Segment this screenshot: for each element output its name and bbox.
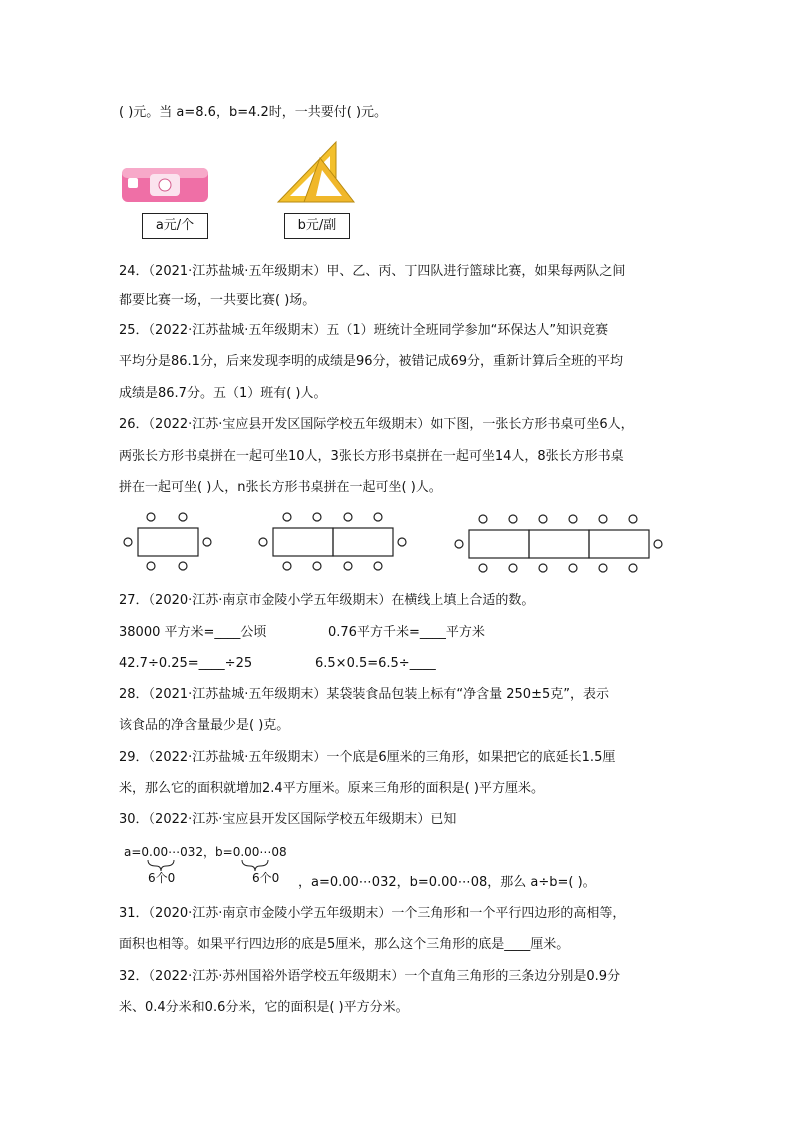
q30-formula: a=0.00⋯032，b=0.00⋯08 xyxy=(124,845,287,859)
q25-line3: 成绩是86.7分。五（1）班有( )人。 xyxy=(119,386,327,401)
q28-line1: 28．（2021·江苏盐城·五年级期末）某袋装食品包装上标有“净含量 250±5克”，表示 xyxy=(119,687,609,702)
q26-line1: 26．（2022·江苏·宝应县开发区国际学校五年级期末）如下图，一张长方形书桌可坐6人， xyxy=(119,417,634,432)
q29-line1: 29．（2022·江苏盐城·五年级期末）一个底是6厘米的三角形，如果把它的底延长1.5厘 xyxy=(119,750,616,765)
q31-line1: 31．（2020·江苏·南京市金陵小学五年级期末）一个三角形和一个平行四边形的高相等， xyxy=(119,906,626,921)
label-b: b元/副 xyxy=(284,213,350,239)
brace-a-label: 6个0 xyxy=(148,871,176,885)
q23-text: ( )元。当 a=8.6，b=4.2时，一共要付( )元。 xyxy=(119,105,388,120)
q30-line1: 30．（2022·江苏·宝应县开发区国际学校五年级期末）已知 xyxy=(119,812,457,827)
q26-line3: 拼在一起可坐( )人，n张长方形书桌拼在一起可坐( )人。 xyxy=(119,480,442,495)
q27-d: 6.5×0.5=6.5÷____ xyxy=(315,656,436,671)
q25-line2: 平均分是86.1分，后来发现李明的成绩是96分，被错记成69分，重新计算后全班的平均 xyxy=(119,354,624,369)
triangle-ruler-image xyxy=(276,138,356,204)
q27-c: 42.7÷0.25=____÷25 xyxy=(119,656,253,671)
q27-line1: 27．（2020·江苏·南京市金陵小学五年级期末）在横线上填上合适的数。 xyxy=(119,593,535,608)
q27-a: 38000 平方米=____公顷 xyxy=(119,625,267,640)
q24-line2: 都要比赛一场，一共要比赛( )场。 xyxy=(119,293,316,308)
q32-line2: 米、0.4分米和0.6分米，它的面积是( )平方分米。 xyxy=(119,1000,409,1015)
q27-b: 0.76平方千米=____平方米 xyxy=(328,625,485,640)
q32-line1: 32．（2022·江苏·苏州国裕外语学校五年级期末）一个直角三角形的三条边分别是0.9分 xyxy=(119,969,621,984)
label-a: a元/个 xyxy=(142,213,208,239)
pencil-box-image xyxy=(120,160,210,205)
q26-line2: 两张长方形书桌拼在一起可坐10人，3张长方形书桌拼在一起可坐14人，8张长方形书桌 xyxy=(119,449,624,464)
q31-line2: 面积也相等。如果平行四边形的底是5厘米，那么这个三角形的底是____厘米。 xyxy=(119,937,570,952)
q29-line2: 米，那么它的面积就增加2.4平方厘米。原来三角形的面积是( )平方厘米。 xyxy=(119,781,544,796)
brace-b-label: 6个0 xyxy=(252,871,280,885)
desk-diagram xyxy=(118,508,658,578)
q30-line2: ，a=0.00⋯032，b=0.00⋯08，那么 a÷b=( )。 xyxy=(298,875,596,890)
q24-line1: 24．（2021·江苏盐城·五年级期末）甲、乙、丙、丁四队进行篮球比赛，如果每两队之间 xyxy=(119,264,626,279)
q28-line2: 该食品的净含量最少是( )克。 xyxy=(119,718,290,733)
q25-line1: 25．（2022·江苏盐城·五年级期末）五（1）班统计全班同学参加“环保达人”知识竞赛 xyxy=(119,323,609,338)
